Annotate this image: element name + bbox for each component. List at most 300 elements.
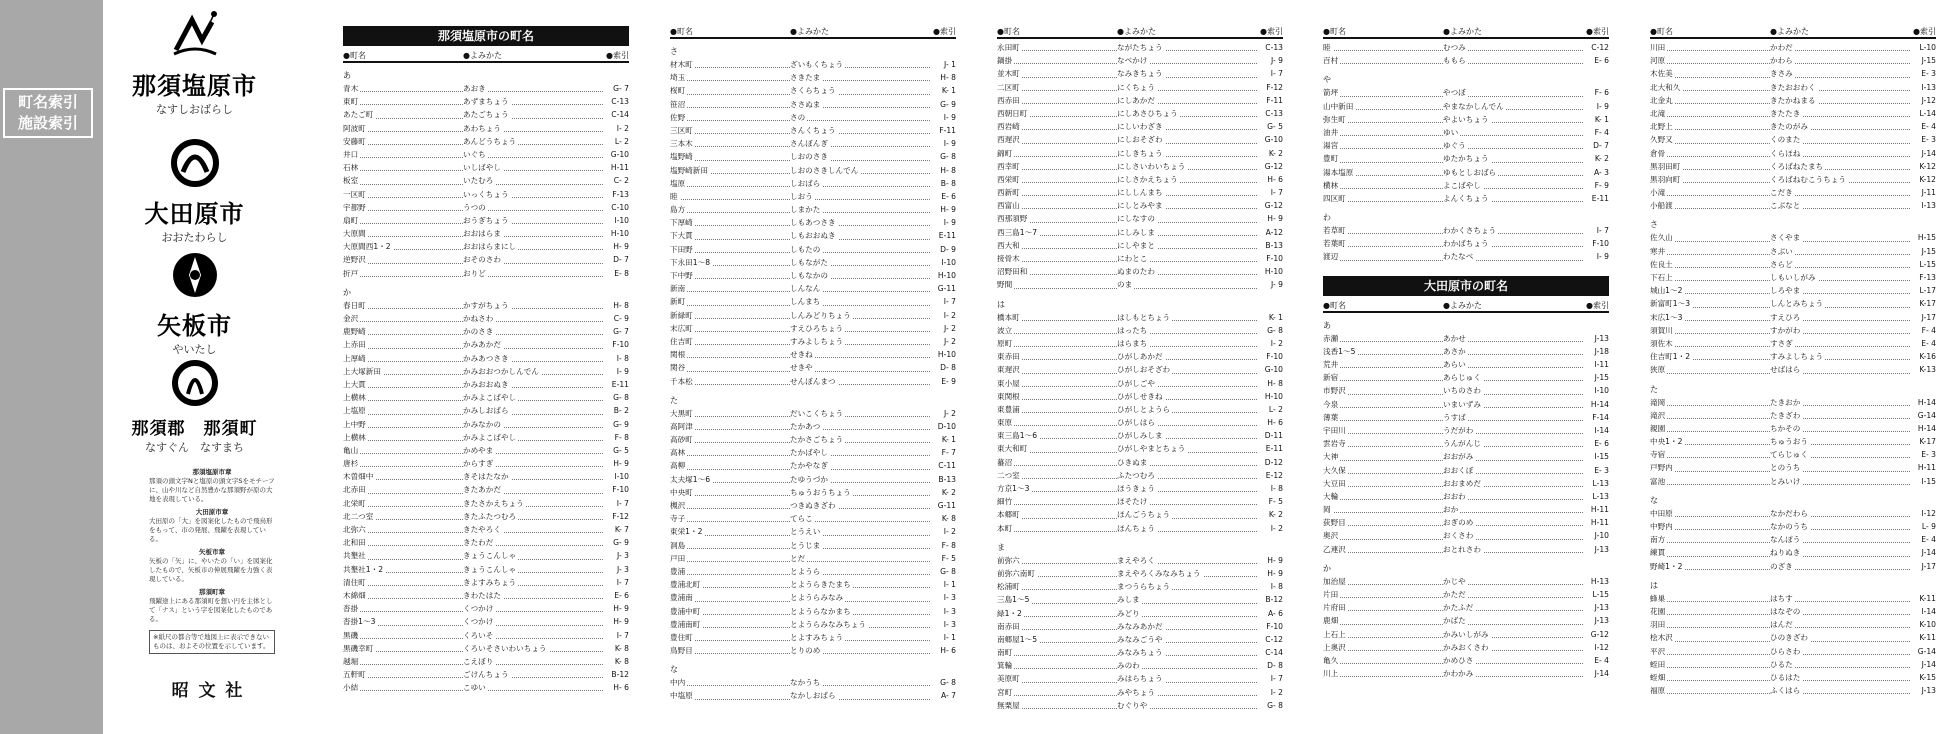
grid-index: H-11 [610, 163, 629, 173]
town-name: 松浦町 [997, 580, 1117, 593]
town-name: 浅香1〜5 [1323, 345, 1443, 358]
town-reading: わかくさちょう [1443, 224, 1583, 237]
town-name: 北赤田 [343, 483, 463, 496]
town-name: 雲岩寺 [1323, 437, 1443, 450]
grid-index: L-14 [1919, 108, 1936, 118]
town-reading: だいこくちょう [790, 407, 930, 420]
town-name: 羽田 [1650, 618, 1770, 631]
table-row [997, 41, 1283, 54]
town-name: 横林 [1323, 179, 1443, 192]
town-name: 大豆田 [1323, 477, 1443, 490]
grid-index: I- 1 [943, 632, 956, 642]
table-row [1650, 658, 1936, 671]
town-name: 市野沢 [1323, 384, 1443, 397]
town-reading: ふたつむろ [1117, 469, 1257, 482]
town-reading: ちゅうおう [1770, 435, 1910, 448]
table-row [670, 190, 956, 203]
town-name: 関根 [670, 348, 790, 361]
town-name: 前弥六 [997, 554, 1117, 567]
table-row [1323, 250, 1609, 263]
grid-index: D-11 [1264, 431, 1283, 441]
table-row [1323, 86, 1609, 99]
town-reading: くつかけ [463, 615, 603, 628]
town-reading: おとれさわ [1443, 543, 1583, 556]
grid-index: I-15 [1921, 476, 1936, 486]
table-row [343, 418, 629, 431]
grid-index: F- 4 [1921, 325, 1936, 335]
town-reading: にわとこ [1117, 252, 1257, 265]
town-name: 黒羽田町 [1650, 160, 1770, 173]
town-reading: すかがわ [1770, 324, 1910, 337]
table-row [997, 580, 1283, 593]
town-name: 住吉町1・2 [1650, 350, 1770, 363]
town-name: 塩原 [670, 177, 790, 190]
table-row [343, 404, 629, 417]
kana-heading: た [1650, 384, 1658, 394]
tab-facility-index[interactable]: 施設索引 [17, 114, 78, 132]
grid-index: G- 7 [613, 84, 629, 93]
table-row [1323, 152, 1609, 165]
town-reading: あおき [463, 82, 603, 95]
grid-index: L-13 [1592, 478, 1609, 488]
town-reading: まえやろく [1117, 554, 1257, 567]
town-reading: はらまち [1117, 337, 1257, 350]
table-row [343, 188, 629, 201]
town-name: 東関根 [997, 390, 1117, 403]
town-name: 南赤田 [997, 620, 1117, 633]
table-row [343, 444, 629, 457]
town-name: 黒羽向町 [1650, 173, 1770, 186]
table-row [670, 407, 956, 420]
grid-index: I- 7 [616, 630, 629, 640]
otawara-emblem-icon [168, 136, 222, 190]
table-row [343, 352, 629, 365]
town-reading: ひがしせきね [1117, 390, 1257, 403]
town-reading: すさぎ [1770, 337, 1910, 350]
grid-index: I-10 [614, 215, 629, 225]
grid-index: L- 2 [1268, 404, 1283, 414]
grid-index: I- 7 [616, 498, 629, 508]
table-row [670, 499, 956, 512]
table-row [1323, 41, 1609, 54]
grid-index: I- 1 [943, 580, 956, 590]
town-reading: とようらなかまち [790, 605, 930, 618]
town-name: 金沢 [343, 312, 463, 325]
town-name: 乙連沢 [1323, 543, 1443, 556]
grid-index: H- 6 [940, 646, 956, 656]
town-name: 片府田 [1323, 601, 1443, 614]
grid-index: D-12 [1264, 457, 1283, 467]
town-reading: たきおか [1770, 396, 1910, 409]
municipality-nasushiobara [103, 8, 286, 117]
town-name: 東小屋 [997, 377, 1117, 390]
town-reading: かばた [1443, 614, 1583, 627]
table-row [1323, 398, 1609, 411]
table-row [1650, 54, 1936, 67]
town-reading: おおまめだ [1443, 477, 1583, 490]
town-reading: おりど [463, 267, 603, 280]
town-name: 南郷屋1〜5 [997, 633, 1117, 646]
table-row [1323, 477, 1609, 490]
town-name: 蜂巣 [1650, 592, 1770, 605]
municipality-otawara [103, 136, 286, 245]
table-row [1323, 179, 1609, 192]
town-name: 接骨木 [997, 252, 1117, 265]
town-name: 大原間西1・2 [343, 240, 463, 253]
grid-index: G- 8 [1267, 325, 1283, 335]
town-name: 北栄町 [343, 497, 463, 510]
grid-index: J- 3 [617, 564, 629, 574]
section-title: 大田原市の町名 [1323, 276, 1609, 296]
town-name: 豊浦中町 [670, 605, 790, 618]
grid-index: I- 3 [943, 619, 956, 629]
grid-index: I- 9 [616, 366, 629, 376]
town-name: 東大和町 [997, 442, 1117, 455]
table-row [1323, 543, 1609, 556]
town-reading: みやちょう [1117, 686, 1257, 699]
grid-index: I- 2 [943, 310, 956, 320]
town-name: 二つ室 [997, 469, 1117, 482]
town-name: 西富山 [997, 199, 1117, 212]
table-row [997, 607, 1283, 620]
town-name: 久野又 [1650, 133, 1770, 146]
grid-index: C- 9 [613, 314, 629, 323]
town-reading: きわたはた [463, 589, 603, 602]
table-row [1650, 684, 1936, 697]
note-heading: 那須塩原市章 [192, 468, 232, 476]
town-reading: しろやま [1770, 284, 1910, 297]
table-row [1650, 475, 1936, 488]
table-row [1323, 490, 1609, 503]
town-reading: さんくちょう [790, 124, 930, 137]
town-name: 北金丸 [1650, 94, 1770, 107]
town-name: 平沢 [1650, 645, 1770, 658]
town-reading: かわら [1770, 54, 1910, 67]
table-row [670, 203, 956, 216]
town-reading: かめやま [463, 444, 603, 457]
grid-index: H-11 [1590, 518, 1609, 528]
town-reading: ひがしやまとちょう [1117, 442, 1257, 455]
grid-index: G- 7 [613, 327, 629, 337]
table-row [343, 391, 629, 404]
town-name: 木綿畑 [343, 589, 463, 602]
town-name: 渡辺 [1323, 250, 1443, 263]
grid-index: E- 4 [1921, 535, 1936, 545]
table-row [343, 365, 629, 378]
grid-index: H- 9 [613, 242, 629, 252]
grid-index: G- 5 [613, 445, 629, 455]
kana-heading: や [1323, 75, 1331, 85]
town-reading: なかのうち [1770, 520, 1910, 533]
grid-index: H- 6 [613, 683, 629, 693]
town-reading: とうえい [790, 525, 930, 538]
table-row [1650, 186, 1936, 199]
grid-index: B-12 [1265, 595, 1283, 605]
table-row [670, 216, 956, 229]
grid-index: G-11 [937, 284, 956, 294]
grid-index: I-12 [1594, 642, 1609, 652]
town-reading: きよすみちょう [463, 576, 603, 589]
grid-index: C-14 [611, 110, 629, 120]
grid-index: K- 1 [1594, 114, 1609, 124]
town-reading: あずまちょう [463, 95, 603, 108]
grid-index: F- 5 [1268, 497, 1283, 507]
town-reading: たかあつ [790, 420, 930, 433]
town-name: 上塩原 [343, 404, 463, 417]
table-row [1650, 271, 1936, 284]
table-row [670, 150, 956, 163]
table-row [343, 549, 629, 562]
town-name: 三区町 [670, 124, 790, 137]
grid-index: F- 9 [1594, 180, 1609, 190]
town-name: 五軒町 [343, 668, 463, 681]
town-name: 鹿野崎 [343, 325, 463, 338]
town-name: 川上 [1323, 667, 1443, 680]
grid-index: F-12 [1266, 82, 1283, 92]
column-header [1323, 300, 1609, 313]
grid-index: J- 2 [944, 408, 956, 418]
grid-index: F- 8 [614, 432, 629, 442]
town-name: 中内 [670, 676, 790, 689]
town-reading: ゆもとしおばら [1443, 166, 1583, 179]
note-body: 飛躍途上にある那須町を想い円を主体として「ナス」という字を図案化したものである。 [149, 597, 273, 623]
grid-index: I- 2 [1270, 338, 1283, 348]
town-reading: こぶなと [1770, 199, 1910, 212]
table-row [670, 552, 956, 565]
grid-index: J-13 [1921, 686, 1936, 696]
town-reading: みのわ [1117, 659, 1257, 672]
table-row [343, 431, 629, 444]
town-reading: にしさかえちょう [1117, 173, 1257, 186]
town-reading: すえひろちょう [790, 322, 930, 335]
header-name: ●町名 [1323, 300, 1346, 310]
table-row [1323, 384, 1609, 397]
town-reading: きたやろく [463, 523, 603, 536]
town-name: 共墾社1・2 [343, 563, 463, 576]
municipality-panel [103, 0, 286, 734]
table-row [670, 618, 956, 631]
grid-index: E- 6 [941, 191, 956, 201]
header-index: ●索引 [606, 51, 629, 60]
kana-heading: な [670, 665, 678, 675]
table-row [670, 420, 956, 433]
town-name: 油井 [1323, 126, 1443, 139]
town-reading: くろいそ [463, 629, 603, 642]
table-row [670, 644, 956, 657]
grid-index: E- 3 [1594, 465, 1609, 475]
table-row [1650, 231, 1936, 244]
grid-index: K- 1 [941, 435, 956, 445]
town-name: 豊町 [1323, 152, 1443, 165]
town-name: 亀山 [343, 444, 463, 457]
town-reading: ゆい [1443, 126, 1583, 139]
town-reading: のざき [1770, 560, 1910, 573]
table-row [343, 161, 629, 174]
town-name: 若草町 [1323, 224, 1443, 237]
table-row [1323, 54, 1609, 67]
town-reading: むつみ [1443, 41, 1583, 54]
town-name: 豊住町 [670, 631, 790, 644]
grid-index: B-12 [611, 670, 629, 680]
table-row [670, 459, 956, 472]
grid-index: K-16 [1919, 352, 1936, 362]
town-name: 井口 [343, 148, 463, 161]
table-row [670, 84, 956, 97]
town-name: 北弥六 [343, 523, 463, 536]
grid-index: E-11 [1591, 193, 1609, 203]
table-row [1323, 113, 1609, 126]
grid-index: J-10 [1594, 531, 1609, 541]
grid-index: H- 6 [1267, 418, 1283, 428]
town-reading: よこばやし [1443, 179, 1583, 192]
town-name: 佐久山 [1650, 231, 1770, 244]
town-reading: おそのさわ [463, 253, 603, 266]
town-reading: なべかけ [1117, 54, 1257, 67]
municipality-yaita [103, 248, 286, 357]
table-row [343, 267, 629, 280]
table-row [1650, 81, 1936, 94]
town-name: 西栄町 [997, 173, 1117, 186]
town-reading: ささぬま [790, 98, 930, 111]
header-name: ●町名 [343, 51, 366, 60]
town-reading: おか [1443, 503, 1583, 516]
town-reading: ねりぬき [1770, 546, 1910, 559]
table-row [997, 324, 1283, 337]
town-name: 上大塚新田 [343, 365, 463, 378]
table-row [1650, 461, 1936, 474]
table-row [1650, 520, 1936, 533]
town-reading: なみきちょう [1117, 67, 1257, 80]
table-row [1323, 437, 1609, 450]
town-reading: くつかけ [463, 602, 603, 615]
town-name: 上奥沢 [1323, 641, 1443, 654]
town-reading: かのさき [463, 325, 603, 338]
table-row [670, 58, 956, 71]
town-reading: かみよこばやし [463, 391, 603, 404]
town-name: 豊浦南町 [670, 618, 790, 631]
tab-town-index[interactable]: 町名索引 [17, 93, 78, 111]
town-reading: わたなべ [1443, 250, 1583, 263]
header-index: ●索引 [1586, 27, 1609, 36]
town-name: 桜町 [670, 84, 790, 97]
town-reading: ほんちょう [1117, 522, 1257, 535]
town-reading: ごけんちょう [463, 668, 603, 681]
town-reading: みどり [1117, 607, 1257, 620]
grid-index: G-14 [1917, 410, 1936, 420]
grid-index: J-13 [1594, 616, 1609, 626]
town-name: 千本松 [670, 375, 790, 388]
grid-index: G-12 [1264, 201, 1283, 211]
town-reading: うつの [463, 201, 603, 214]
table-row [1650, 448, 1936, 461]
town-name: 戸田 [670, 552, 790, 565]
grid-index: I- 7 [943, 297, 956, 307]
town-name: 塩野崎新田 [670, 164, 790, 177]
grid-index: I- 3 [943, 606, 956, 616]
town-name: 川田 [1650, 41, 1770, 54]
town-reading: たかさごちょう [790, 433, 930, 446]
grid-index: I- 8 [616, 353, 629, 363]
town-name: 大黒町 [670, 407, 790, 420]
town-name: 鳥野目 [670, 644, 790, 657]
table-row [343, 668, 629, 681]
grid-index: G-10 [1264, 135, 1283, 145]
grid-index: G- 8 [940, 152, 956, 162]
grid-index: A- 7 [940, 691, 956, 701]
column-header [1323, 26, 1609, 39]
grid-index: C-14 [1265, 648, 1283, 658]
table-row [997, 686, 1283, 699]
table-row [1650, 311, 1936, 324]
grid-index: I-11 [1594, 360, 1609, 369]
grid-index: K-11 [1919, 633, 1936, 643]
table-row [997, 350, 1283, 363]
town-name: 西新町 [997, 186, 1117, 199]
town-name: 中田原 [1650, 507, 1770, 520]
town-reading: よんくちょう [1443, 192, 1583, 205]
grid-index: K-15 [1919, 672, 1936, 682]
table-row [997, 94, 1283, 107]
town-name: 清住町 [343, 576, 463, 589]
town-reading: なかしおばら [790, 689, 930, 702]
municipality-name: 那須塩原市 [132, 72, 257, 100]
town-name: 宇都野 [343, 201, 463, 214]
table-row [997, 147, 1283, 160]
town-name: 石林 [343, 161, 463, 174]
table-row [670, 348, 956, 361]
town-reading: のま [1117, 278, 1257, 291]
town-reading: むぐりや [1117, 699, 1257, 712]
town-name: 西大和 [997, 239, 1117, 252]
town-reading: はなぞの [1770, 605, 1910, 618]
table-row [343, 174, 629, 187]
town-name: 東栄1・2 [670, 525, 790, 538]
grid-index: K- 1 [941, 86, 956, 96]
town-name: 小滝 [1650, 186, 1770, 199]
town-reading: かみあかだ [463, 338, 603, 351]
town-name: 高柳 [670, 459, 790, 472]
grid-index: E- 4 [1921, 122, 1936, 132]
town-name: 大輪 [1323, 490, 1443, 503]
town-reading: かわだ [1770, 41, 1910, 54]
nasushiobara-emblem-icon [168, 8, 222, 62]
town-name: 豊浦北町 [670, 578, 790, 591]
column-header [1650, 26, 1936, 39]
town-name: 大久保 [1323, 464, 1443, 477]
table-row [343, 299, 629, 312]
kana-heading: あ [1323, 320, 1331, 330]
table-row [1323, 628, 1609, 641]
note-body: 大田原の「大」を図案化したもので飛鳥形をもって、市の発展、飛躍を表現している。 [149, 517, 273, 543]
town-name: 前弥六南町 [997, 567, 1117, 580]
grid-index: F-14 [1592, 412, 1609, 422]
table-row [1323, 516, 1609, 529]
town-reading: にしなすの [1117, 212, 1257, 225]
town-reading: にしみしま [1117, 226, 1257, 239]
table-row [343, 135, 629, 148]
town-name: 花園 [1650, 605, 1770, 618]
town-name: 亀久 [1323, 654, 1443, 667]
grid-index: H-10 [1264, 391, 1283, 401]
town-name: 南町 [997, 646, 1117, 659]
town-reading: とようらみなみちょう [790, 618, 930, 631]
town-reading: とみいけ [1770, 475, 1910, 488]
table-row [670, 71, 956, 84]
town-reading: いたむろ [463, 174, 603, 187]
town-name: 西那須野 [997, 212, 1117, 225]
town-name: 三本木 [670, 137, 790, 150]
table-row [1650, 94, 1936, 107]
